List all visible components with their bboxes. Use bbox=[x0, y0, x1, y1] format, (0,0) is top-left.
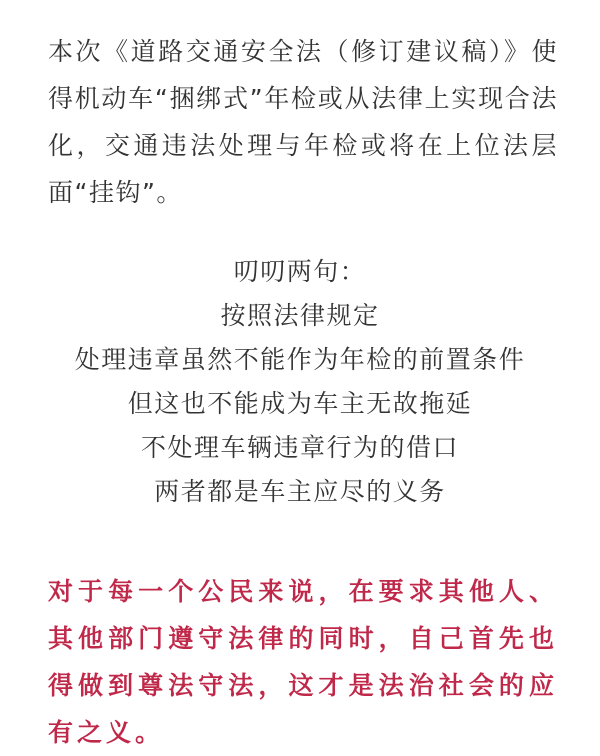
quote-line: 处理违章虽然不能作为年检的前置条件 bbox=[74, 345, 526, 374]
quote-heading: 叨叨两句： bbox=[233, 257, 367, 286]
quote-line: 两者都是车主应尽的义务 bbox=[154, 477, 446, 506]
closing-paragraph: 对于每一个公民来说，在要求其他人、其他部门遵守法律的同时，自己首先也得做到尊法守法，这才是法治社会的应有之义。 bbox=[48, 577, 558, 747]
quote-line: 不处理车辆违章行为的借口 bbox=[140, 433, 459, 462]
quote-block bbox=[0, 250, 600, 514]
quote-line: 但这也不能成为车主无故拖延 bbox=[127, 389, 473, 418]
quote-line: 按照法律规定 bbox=[220, 301, 380, 330]
intro-paragraph: 本次《道路交通安全法（修订建议稿）》使得机动车“捆绑式”年检或从法律上实现合法化，交通违法处理与年检或将在上位法层面“挂钩”。 bbox=[48, 37, 558, 207]
